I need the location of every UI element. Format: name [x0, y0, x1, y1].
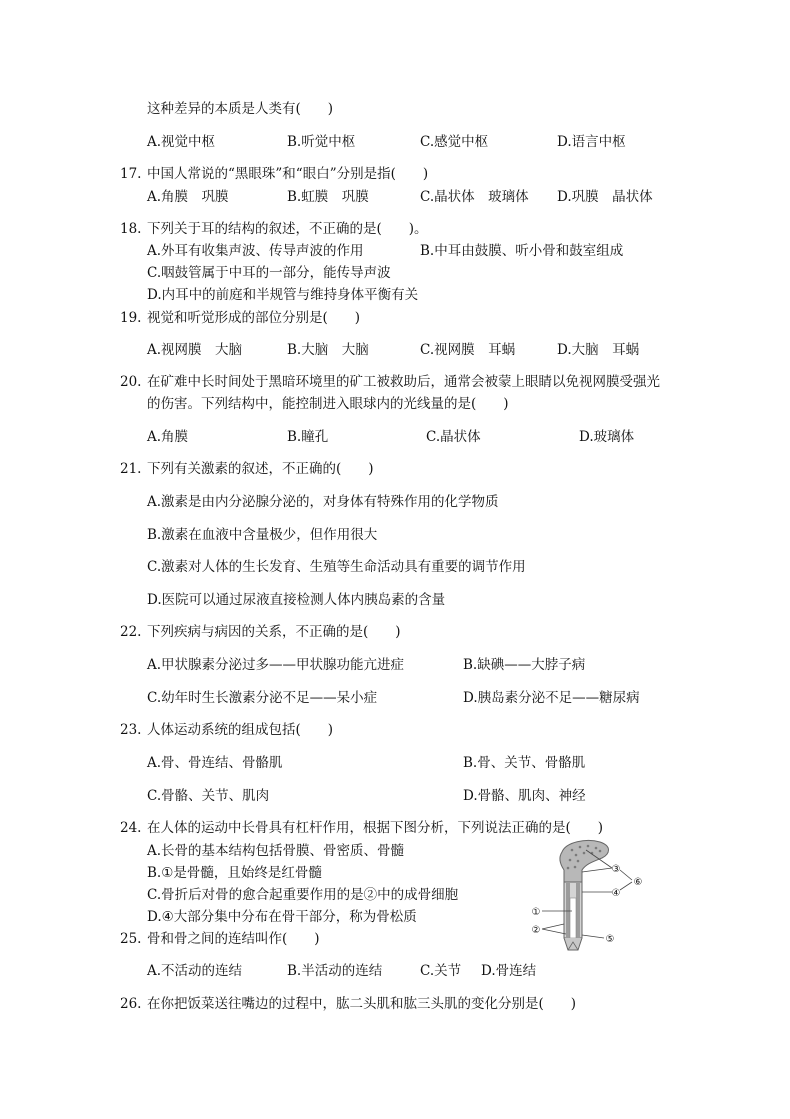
q22-option-c: C.幼年时生长激素分泌不足——呆小症 [147, 690, 378, 706]
q21-number: 21. [120, 461, 142, 477]
q20-stem-line1: 在矿难中长时间处于黑暗环境里的矿工被救助后，通常会被蒙上眼睛以免视网膜受强光 [147, 374, 660, 390]
q22-option-a: A.甲状腺素分泌过多——甲状腺功能亢进症 [147, 657, 405, 673]
q18-option-c: C.咽鼓管属于中耳的一部分，能传导声波 [147, 265, 391, 281]
q21-option-a: A.激素是由内分泌腺分泌的，对身体有特殊作用的化学物质 [147, 494, 499, 510]
medullary-cavity [570, 898, 576, 938]
q19-stem: 视觉和听觉形成的部位分别是( ) [147, 310, 361, 326]
figure-label-4: ④ [611, 888, 621, 899]
figure-label-2: ② [531, 925, 541, 936]
q19-option-b: B.大脑 大脑 [287, 342, 369, 358]
q24-number: 24. [120, 820, 142, 836]
q25-option-d: D.骨连结 [481, 963, 537, 979]
q18-option-b: B.中耳由鼓膜、听小骨和鼓室组成 [420, 243, 624, 259]
q25-option-c: C.关节 [420, 963, 462, 979]
q16-option-c: C.感觉中枢 [420, 134, 489, 150]
figure-label-5: ⑤ [605, 934, 615, 945]
figure-label-6: ⑥ [633, 877, 643, 888]
q18-stem: 下列关于耳的结构的叙述，不正确的是( )。 [147, 221, 428, 237]
q17-option-a: A.角膜 巩膜 [147, 189, 229, 205]
q25-option-a: A.不活动的连结 [147, 963, 243, 979]
q23-number: 23. [120, 722, 142, 738]
q26-stem: 在你把饭菜送往嘴边的过程中，肱二头肌和肱三头肌的变化分别是( ) [147, 996, 577, 1012]
q20-option-d: D.玻璃体 [579, 429, 635, 445]
q17-number: 17. [120, 166, 142, 182]
q19-option-d: D.大脑 耳蜗 [557, 342, 640, 358]
long-bone-figure [528, 838, 650, 956]
q20-number: 20. [120, 374, 142, 390]
q18-number: 18. [120, 221, 142, 237]
q18-option-a: A.外耳有收集声波、传导声波的作用 [147, 243, 364, 259]
q25-number: 25. [120, 931, 142, 947]
q16-option-d: D.语言中枢 [557, 134, 626, 150]
q16-stem: 这种差异的本质是人类有( ) [147, 101, 334, 117]
q17-option-c: C.晶状体 玻璃体 [420, 189, 529, 205]
q16-option-b: B.听觉中枢 [287, 134, 356, 150]
q20-option-c: C.晶状体 [426, 429, 481, 445]
q24-option-a: A.长骨的基本结构包括骨膜、骨密质、骨髓 [147, 843, 405, 859]
q19-number: 19. [120, 310, 142, 326]
q16-option-a: A.视觉中枢 [147, 134, 216, 150]
q22-option-b: B.缺碘——大脖子病 [463, 657, 586, 673]
q26-number: 26. [120, 996, 142, 1012]
q19-option-c: C.视网膜 耳蜗 [420, 342, 516, 358]
q20-stem-line2: 的伤害。下列结构中，能控制进入眼球内的光线量的是( ) [147, 396, 509, 412]
q23-option-d: D.骨骼、肌肉、神经 [463, 788, 586, 804]
q19-option-a: A.视网膜 大脑 [147, 342, 243, 358]
q23-stem: 人体运动系统的组成包括( ) [147, 722, 334, 738]
q21-option-d: D.医院可以通过尿液直接检测人体内胰岛素的含量 [147, 592, 446, 608]
q23-option-c: C.骨骼、关节、肌肉 [147, 788, 270, 804]
figure-label-3: ③ [611, 864, 621, 875]
q25-stem: 骨和骨之间的连结叫作( ) [147, 931, 320, 947]
q20-option-b: B.瞳孔 [287, 429, 329, 445]
figure-label-1: ① [531, 907, 541, 918]
q22-option-d: D.胰岛素分泌不足——糖尿病 [463, 690, 640, 706]
q17-option-d: D.巩膜 晶状体 [557, 189, 653, 205]
q24-option-c: C.骨折后对骨的愈合起重要作用的是②中的成骨细胞 [147, 887, 459, 903]
q23-option-b: B.骨、关节、骨骼肌 [463, 755, 586, 771]
q24-option-b: B.①是骨髓，且始终是红骨髓 [147, 865, 322, 881]
q22-number: 22. [120, 624, 142, 640]
q17-stem: 中国人常说的“黑眼珠”和“眼白”分别是指( ) [147, 166, 429, 182]
q22-stem: 下列疾病与病因的关系，不正确的是( ) [147, 624, 401, 640]
q21-option-b: B.激素在血液中含量极少，但作用很大 [147, 527, 378, 543]
q18-option-d: D.内耳中的前庭和半规管与维持身体平衡有关 [147, 287, 419, 303]
q23-option-a: A.骨、骨连结、骨骼肌 [147, 755, 283, 771]
q17-option-b: B.虹膜 巩膜 [287, 189, 369, 205]
bone-epiphysis [560, 840, 609, 884]
q24-option-d: D.④大部分集中分布在骨干部分，称为骨松质 [147, 909, 417, 925]
q21-option-c: C.激素对人体的生长发育、生殖等生命活动具有重要的调节作用 [147, 559, 526, 575]
q24-stem: 在人体的运动中长骨具有杠杆作用，根据下图分析，下列说法正确的是( ) [147, 820, 604, 836]
q21-stem: 下列有关激素的叙述，不正确的( ) [147, 461, 374, 477]
q20-option-a: A.角膜 [147, 429, 189, 445]
q25-option-b: B.半活动的连结 [287, 963, 383, 979]
